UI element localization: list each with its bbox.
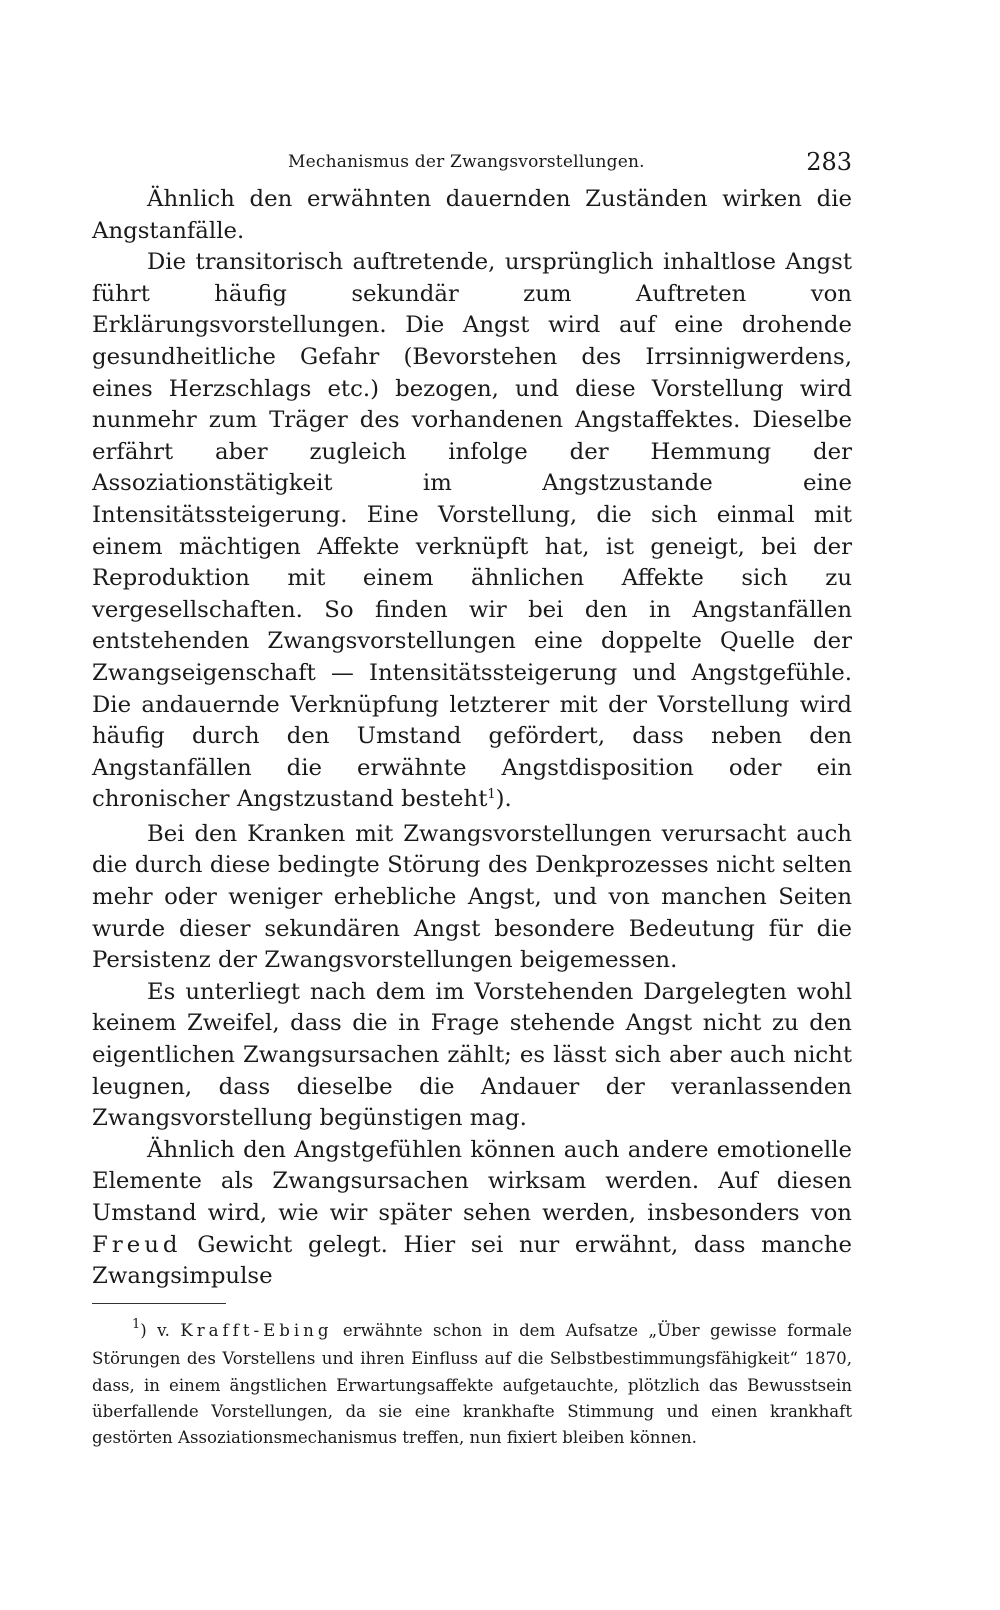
running-title: Mechanismus der Zwangsvorstellungen. bbox=[288, 152, 645, 172]
author-name-freud: Freud bbox=[92, 1231, 182, 1258]
footnote-author: Krafft-Ebing bbox=[180, 1320, 333, 1340]
page-content bbox=[92, 140, 852, 1452]
paragraph-2 bbox=[92, 247, 852, 819]
footnote-reference: 1 bbox=[487, 787, 496, 803]
running-header bbox=[92, 140, 852, 180]
footnote-marker: 1 bbox=[132, 1316, 141, 1332]
footnote-text: erwähnte schon in dem Aufsatze „Über gewisse formale Störungen des Vorstellens und ihren Einfluss auf die Selbstbestimmungsfähigkeit“ 1870, dass, in einem ängstlichen Erwartungsaffekte aufgetauchte, plötzlich das Bewusstsein überfallende Vorstellungen, da sie eine krankhafte Stimmung und einen krankhaft gestörten Assoziationsmechanismus treffen, nun fixiert bleiben können. bbox=[92, 1320, 852, 1448]
footnote bbox=[92, 1318, 852, 1452]
footnote-divider bbox=[92, 1303, 226, 1304]
paragraph-3: Bei den Kranken mit Zwangsvorstellungen verursacht auch die durch diese bedingte Störung des Denkprozesses nicht selten mehr oder weniger erhebliche Angst, und von manchen Seiten wurde dieser sekundären Angst besondere Bedeutung für die Persistenz der Zwangsvorstellungen beigemessen. bbox=[92, 820, 852, 974]
body-text bbox=[92, 184, 852, 1293]
paragraph-2-text: Die transitorisch auftretende, ursprünglich inhaltlose Angst führt häufig sekundär zum Auftreten von Erklärungsvorstellungen. Die Angst wird auf eine drohende gesundheitliche Gefahr (Bevorstehen des Irrsinnigwerdens, eines Herzschlags etc.) bezogen, und diese Vorstellung wird nunmehr zum Träger des vorhandenen Angstaffektes. Dieselbe erfährt aber zugleich infolge der Hemmung der Assoziationstätigkeit im Angstzustande eine Intensitätssteigerung. Eine Vorstellung, die sich einmal mit einem mächtigen Affekte verknüpft hat, ist geneigt, bei der Reproduktion mit einem ähnlichen Affekte sich zu vergesellschaften. So finden wir bei den in Angstanfällen entstehenden Zwangsvorstellungen eine doppelte Quelle der Zwangseigenschaft — Intensitätssteigerung und Angstgefühle. Die andauernde Verknüpfung letzterer mit der Vorstellung wird häufig durch den Umstand gefördert, dass neben den Angstanfällen die erwähnte Angstdisposition oder ein chronischer Angstzustand besteht bbox=[92, 249, 852, 813]
page-number: 283 bbox=[806, 148, 852, 176]
footnote-prefix: ) v. bbox=[140, 1320, 170, 1340]
paragraph-5 bbox=[92, 1135, 852, 1293]
paragraph-1: Ähnlich den erwähnten dauernden Zuständen wirken die Angstanfälle. bbox=[92, 186, 852, 244]
paragraph-5-end: Gewicht gelegt. Hier sei nur erwähnt, dass manche Zwangsimpulse bbox=[92, 1231, 852, 1290]
paragraph-5-text: Ähnlich den Angstgefühlen können auch andere emotionelle Elemente als Zwangsursachen wirksam werden. Auf diesen Umstand wird, wie wir später sehen werden, insbesonders von bbox=[92, 1136, 852, 1226]
paragraph-4: Es unterliegt nach dem im Vorstehenden Dargelegten wohl keinem Zweifel, dass die in Frage stehende Angst nicht zu den eigentlichen Zwangsursachen zählt; es lässt sich aber auch nicht leugnen, dass dieselbe die Andauer der veranlassenden Zwangsvorstellung begünstigen mag. bbox=[92, 978, 852, 1132]
paragraph-2-end: ). bbox=[495, 786, 512, 813]
